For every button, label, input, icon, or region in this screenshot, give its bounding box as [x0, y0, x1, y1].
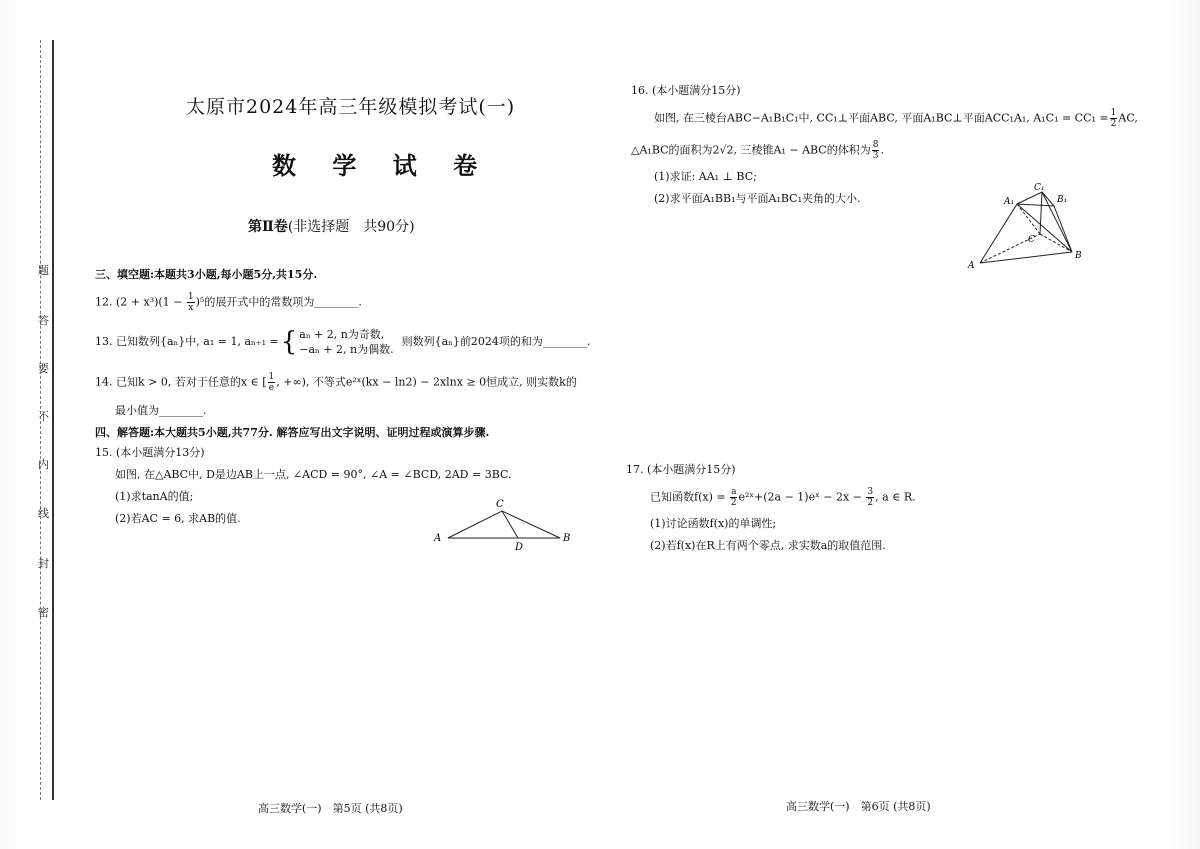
frac-den: 2: [867, 498, 874, 508]
margin-char: 答: [38, 314, 49, 327]
q14-pre: 14. 已知k > 0, 若对于任意的x ∈ [: [95, 375, 267, 389]
frustum-figure: [962, 180, 1087, 272]
footer-left: 高三数学(一) 第5页 (共8页): [258, 802, 403, 815]
q17-stem-pre: 已知函数f(x) =: [650, 490, 726, 504]
q12-post: )⁵的展开式中的常数项为________.: [195, 295, 362, 309]
volume-note: (非选择题 共90分): [287, 219, 415, 235]
margin-char: 线: [38, 507, 49, 520]
margin-char: 封: [38, 557, 49, 570]
q16-stem-line2: [631, 140, 884, 161]
q16-stem2: △A₁BC的面积为2√2, 三棱锥A₁ − ABC的体积为: [631, 143, 871, 157]
q14-line2: 最小值为________.: [115, 404, 207, 417]
q14-post: , +∞), 不等式e²ˣ(kx − ln2) − 2xlnx ≥ 0恒成立, 则实数k的: [276, 375, 577, 389]
q15-head: 15. (本小题满分13分): [95, 446, 205, 459]
question-13: [95, 327, 590, 357]
volume-heading: [248, 216, 415, 236]
question-14: [95, 372, 577, 393]
label-c: C: [1028, 235, 1035, 245]
q12-pre: 12. (2 + x³)(1 −: [95, 295, 186, 309]
margin-char: 要: [38, 362, 49, 375]
frac-num: 3: [867, 487, 874, 497]
label-a: A: [968, 261, 975, 271]
frac-den: 2: [730, 498, 737, 508]
section4-heading: 四、解答题:本大题共5小题,共77分. 解答应写出文字说明、证明过程或演算步骤.: [95, 426, 490, 439]
volume-main: 第Ⅱ卷: [248, 219, 288, 235]
q16-part2: (2)求平面A₁BB₁与平面A₁BC₁夹角的大小.: [654, 192, 861, 205]
frac-den: 2: [1110, 119, 1117, 129]
q13-cases: [299, 327, 393, 357]
question-12: [95, 292, 362, 313]
edge-cc1: [1040, 192, 1042, 234]
q17-fraction-three-halves: [866, 487, 874, 508]
q16-stem1-end: AC,: [1118, 111, 1138, 125]
frac-den: 3: [872, 151, 879, 161]
margin-char: 题: [38, 264, 49, 277]
frac-num: a: [731, 487, 737, 497]
q17-part1: (1)讨论函数f(x)的单调性;: [650, 517, 777, 530]
q16-stem1: 如图, 在三棱台ABC−A₁B₁C₁中, CC₁⊥平面ABC, 平面A₁BC⊥平面ACC₁A₁, A₁C₁ = CC₁ =: [654, 111, 1109, 125]
q15-stem: 如图, 在△ABC中, D是边AB上一点, ∠ACD = 90°, ∠A = ∠BCD, 2AD = 3BC.: [115, 468, 512, 481]
label-b: B: [563, 533, 571, 544]
q17-fraction-a: [730, 487, 737, 508]
q16-fraction-volume: [872, 140, 880, 161]
q13-case2: −aₙ + 2, n为偶数.: [299, 343, 394, 356]
segment-a1c: [1017, 204, 1040, 234]
q13-case1: aₙ + 2, n为奇数,: [299, 328, 385, 341]
edge-ab: [980, 252, 1072, 263]
frac-num: 1: [1110, 108, 1117, 118]
frac-num: 8: [872, 140, 879, 150]
q15-part1: (1)求tanA的值;: [115, 490, 194, 503]
q17-part2: (2)若f(x)在R上有两个零点, 求实数a的取值范围.: [650, 539, 886, 552]
q16-fraction-half: [1110, 108, 1118, 129]
q16-part1: (1)求证: AA₁ ⊥ BC;: [654, 170, 757, 183]
frac-num: 1: [187, 292, 194, 302]
q17-head: 17. (本小题满分15分): [626, 463, 736, 476]
label-a1: A₁: [1004, 197, 1015, 207]
subject-title: 数 学 试 卷: [272, 151, 492, 180]
q12-fraction: [187, 292, 195, 313]
footer-right: 高三数学(一) 第6页 (共8页): [786, 800, 931, 813]
q16-stem-line1: [654, 108, 1138, 129]
q16-head: 16. (本小题满分15分): [631, 84, 741, 97]
q14-fraction: [268, 372, 276, 393]
margin-char: 内: [38, 458, 49, 471]
label-c: C: [496, 499, 504, 510]
label-a: A: [434, 533, 442, 544]
label-b: B: [1075, 251, 1082, 261]
q17-stem: [650, 487, 916, 508]
margin-char: 不: [38, 410, 49, 423]
q16-stem2-end: .: [880, 143, 884, 157]
frac-den: e: [268, 383, 275, 393]
exam-title: 太原市2024年高三年级模拟考试(一): [186, 96, 516, 118]
q17-stem-mid: e²ˣ+(2a − 1)eˣ − 2x −: [738, 490, 862, 504]
edge-bb1: [1054, 206, 1072, 252]
label-b1: B₁: [1057, 195, 1068, 205]
section3-heading: 三、填空题:本题共3小题,每小题5分,共15分.: [95, 268, 318, 281]
q13-pre: 13. 已知数列{aₙ}中, a₁ = 1, aₙ₊₁ =: [95, 335, 279, 348]
frac-num: 1: [268, 372, 275, 382]
q13-post: 则数列{aₙ}前2024项的和为________.: [401, 335, 591, 348]
label-c1: C₁: [1034, 183, 1045, 193]
frac-den: x: [188, 303, 194, 313]
segment-a1b: [1017, 204, 1072, 252]
q15-part2: (2)若AC = 6, 求AB的值.: [115, 512, 241, 525]
margin-char: 密: [38, 606, 49, 619]
triangle-abc-figure: [430, 495, 575, 555]
binding-solid-line: [52, 40, 54, 800]
label-d: D: [515, 542, 524, 553]
brace-icon: {: [280, 327, 298, 357]
q17-stem-end: , a ∈ R.: [875, 490, 916, 504]
